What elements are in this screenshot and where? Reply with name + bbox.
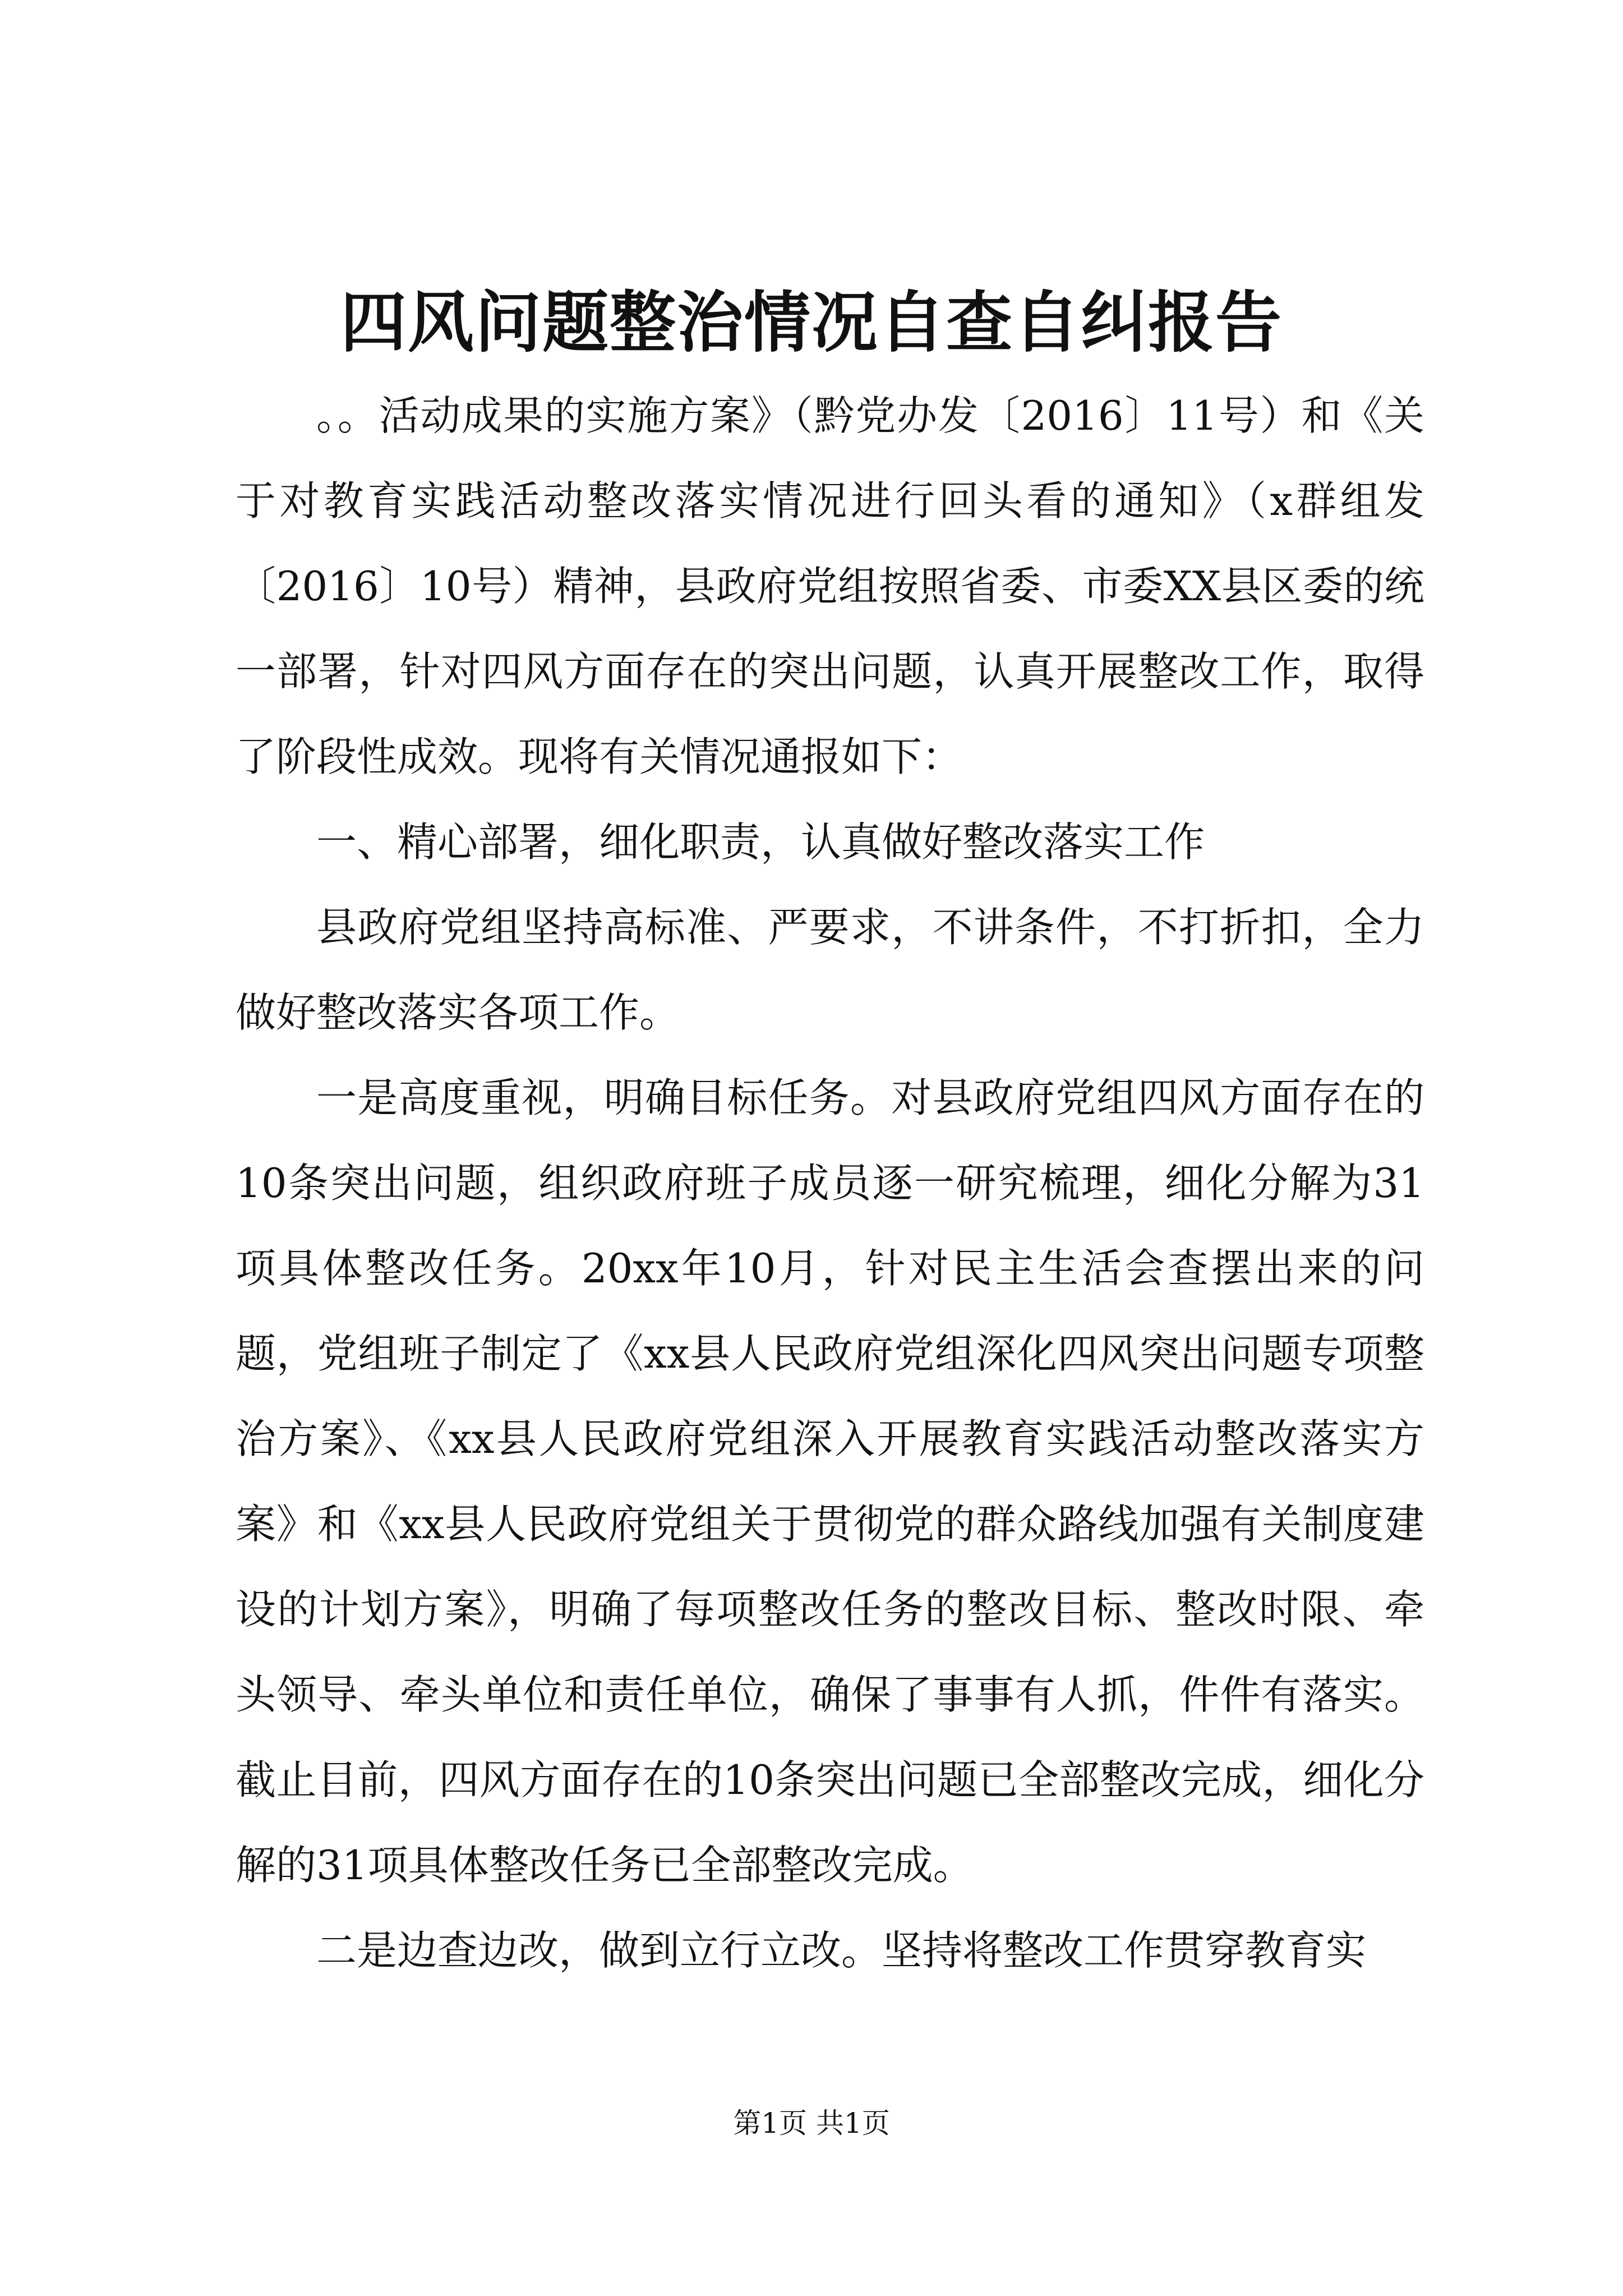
paragraph-point-2: 二是边查边改，做到立行立改。坚持将整改工作贯穿教育实 bbox=[316, 1927, 1367, 1974]
page-footer: 第1页 共1页 bbox=[733, 2107, 890, 2139]
paragraph-intro: 。。活动成果的实施方案》（黔党办发〔2016〕11号）和《关于对教育实践活动整改落实情况进行回头看的通知》（x群组发〔2016〕10号）精神，县政府党组按照省委、市委XX县区委的统一部署，针对四风方面存在的突出问题，认真开展整改工作，取得了阶段性成效。现将有关情况通报如下： bbox=[236, 392, 1424, 780]
section-heading-1: 一、精心部署，细化职责，认真做好整改落实工作 bbox=[316, 818, 1205, 866]
document-title: 四风问题整治情况自查自纠报告 bbox=[340, 283, 1283, 361]
paragraph-section-1: 县政府党组坚持高标准、严要求，不讲条件，不打折扣，全力做好整改落实各项工作。 bbox=[236, 904, 1424, 1036]
document-body bbox=[236, 373, 1424, 1993]
paragraph-point-1: 一是高度重视，明确目标任务。对县政府党组四风方面存在的10条突出问题，组织政府班子成员逐一研究梳理，细化分解为31项具体整改任务。20xx年10月，针对民主生活会查摆出来的问题，党组班子制定了《xx县人民政府党组深化四风突出问题专项整治方案》、《xx县人民政府党组深入开展教育实践活动整改落实方案》和《xx县人民政府党组关于贯彻党的群众路线加强有关制度建设的计划方案》，明确了每项整改任务的整改目标、整改时限、牵头领导、牵头单位和责任单位，确保了事事有人抓，件件有落实。截止目前，四风方面存在的10条突出问题已全部整改完成，细化分解的31项具体整改任务已全部整改完成。 bbox=[236, 1074, 1424, 1889]
